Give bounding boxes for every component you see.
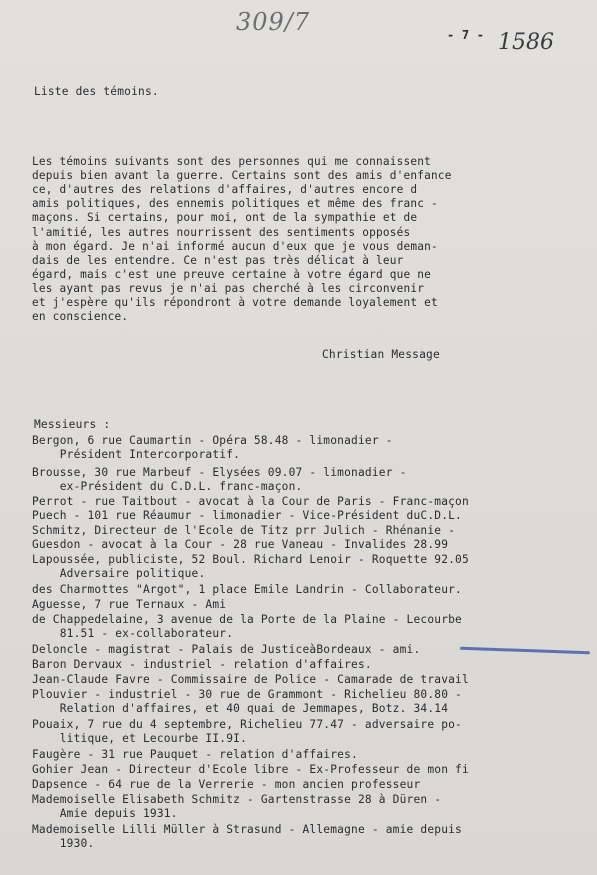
list-item: Aguesse, 7 rue Ternaux - Ami bbox=[32, 598, 227, 611]
list-item: des Charmottes "Argot", 1 place Emile Landrin - Collaborateur. bbox=[32, 583, 462, 596]
list-item: Bergon, 6 rue Caumartin - Opéra 58.48 - limonadier - bbox=[32, 434, 393, 447]
intro-line: ce, d'autres des relations d'affaires, d'autres encore d bbox=[32, 183, 418, 196]
list-item: Relation d'affaires, et 40 quai de Jemmapes, Botz. 34.14 bbox=[32, 702, 449, 715]
blue-pencil-mark bbox=[460, 647, 590, 655]
intro-line: les ayant pas revus je n'ai pas cherché à les circonvenir bbox=[32, 282, 425, 295]
list-item: Puech - 101 rue Réaumur - limonadier - Vice-Président duC.D.L. bbox=[32, 509, 462, 522]
page-number: - 7 - bbox=[447, 28, 485, 42]
list-item: Guesdon - avocat à la Cour - 28 rue Vaneau - Invalides 28.99 bbox=[32, 538, 449, 551]
list-item: ex-Président du C.D.L. franc-maçon. bbox=[32, 480, 303, 493]
list-item: Schmitz, Directeur de l'Ecole de Titz prr Julich - Rhénanie - bbox=[32, 524, 456, 537]
heading: Liste des témoins. bbox=[34, 85, 159, 98]
list-item: Adversaire politique. bbox=[32, 567, 206, 580]
list-item: Jean-Claude Favre - Commissaire de Police - Camarade de travail bbox=[32, 673, 469, 686]
list-item: Président Intercorporatif. bbox=[32, 448, 241, 461]
list-item: Plouvier - industriel - 30 rue de Grammont - Richelieu 80.80 - bbox=[32, 688, 462, 701]
list-item: litique, et Lecourbe II.9I. bbox=[32, 732, 247, 745]
list-item: Dapsence - 64 rue de la Verrerie - mon ancien professeur bbox=[32, 778, 421, 791]
list-item: Mademoiselle Elisabeth Schmitz - Gartenstrasse 28 à Düren - bbox=[32, 793, 442, 806]
list-item: Lapoussée, publiciste, 52 Boul. Richard Lenoir - Roquette 92.05 bbox=[32, 553, 469, 566]
signature: Christian Message bbox=[322, 348, 440, 361]
intro-line: égard, mais c'est une preuve certaine à votre égard que ne bbox=[32, 268, 431, 281]
list-item: 81.51 - ex-collaborateur. bbox=[32, 627, 234, 640]
list-item: Deloncle - magistrat - Palais de JusticeàBordeaux - ami. bbox=[32, 643, 421, 656]
list-item: Amie depuis 1931. bbox=[32, 807, 178, 820]
archive-reference: 309/7 bbox=[236, 8, 311, 36]
list-item: Mademoiselle Lilli Müller à Strasund - Allemagne - amie depuis bbox=[32, 823, 462, 836]
salutation: Messieurs : bbox=[34, 418, 111, 431]
intro-line: depuis bien avant la guerre. Certains sont des amis d'enfance bbox=[32, 169, 452, 182]
intro-line: maçons. Si certains, pour moi, ont de la sympathie et de bbox=[32, 211, 418, 224]
list-item: Brousse, 30 rue Marbeuf - Elysées 09.07 - limonadier - bbox=[32, 466, 407, 479]
list-item: Gohier Jean - Directeur d'Ecole libre - Ex-Professeur de mon fi bbox=[32, 763, 469, 776]
list-item: Baron Dervaux - industriel - relation d'affaires. bbox=[32, 658, 372, 671]
intro-line: et j'espère qu'ils répondront à votre demande loyalement et bbox=[32, 296, 438, 309]
intro-line: Les témoins suivants sont des personnes qui me connaissent bbox=[32, 155, 431, 168]
intro-line: en conscience. bbox=[32, 310, 129, 323]
intro-line: l'amitié, les autres nourrissent des sentiments opposés bbox=[32, 226, 411, 239]
list-item: Pouaix, 7 rue du 4 septembre, Richelieu 77.47 - adversaire po- bbox=[32, 718, 462, 731]
list-item: 1930. bbox=[32, 837, 95, 850]
intro-line: dais de les entendre. Ce n'est pas très délicat à leur bbox=[32, 254, 404, 267]
intro-line: amis politiques, des ennemis politiques et même des franc - bbox=[32, 197, 438, 210]
list-item: de Chappedelaine, 3 avenue de la Porte de la Plaine - Lecourbe bbox=[32, 613, 462, 626]
intro-line: à mon égard. Je n'ai informé aucun d'eux que je vous deman- bbox=[32, 240, 438, 253]
list-item: Faugère - 31 rue Pauquet - relation d'affaires. bbox=[32, 748, 358, 761]
folio-number: 1586 bbox=[498, 30, 554, 55]
list-item: Perrot - rue Taitbout - avocat à la Cour de Paris - Franc-maçon bbox=[32, 495, 469, 508]
